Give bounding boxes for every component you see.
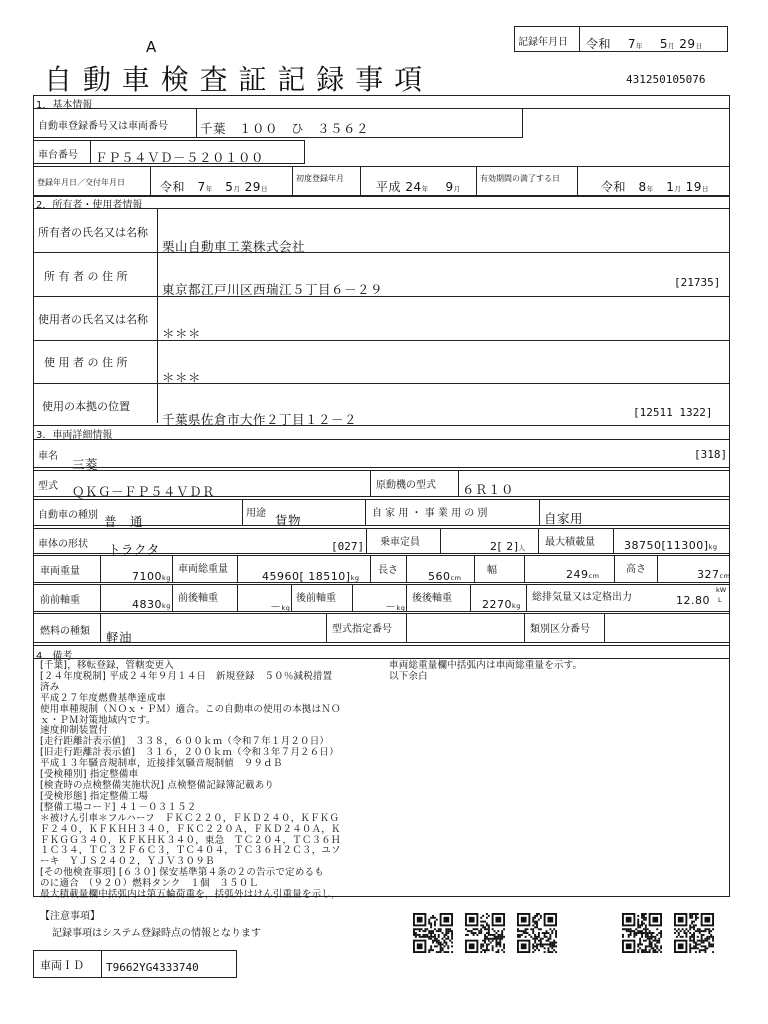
kind-label: 自動車の種別: [38, 510, 98, 521]
rf-axle-value: －kg: [385, 600, 406, 613]
length-label: 長さ: [378, 565, 398, 576]
first-reg-value: 平成 24年 9月: [376, 180, 461, 194]
private-label: 自 家 用 ・ 事 業 用 の 別: [372, 508, 488, 519]
record-date-label: 記録年月日: [518, 37, 568, 48]
height-value: 327cm: [697, 568, 731, 581]
max-load-label: 最大積載量: [545, 537, 595, 548]
user-name-value: ＊＊＊: [162, 326, 202, 341]
user-address-value: ＊＊＊: [162, 370, 202, 385]
expiry-value: 令和 8年 1月 19日: [601, 180, 709, 194]
reg-date-value: 令和 7年 5月 29日: [160, 180, 268, 194]
displacement-unit-l: L: [718, 596, 722, 604]
section-basic-heading: 1．基本情報: [36, 100, 93, 111]
gross-weight-label: 車両総重量: [178, 564, 228, 575]
weight-value: 7100kg: [132, 570, 171, 583]
user-address-label: 使 用 者 の 住 所: [44, 356, 128, 369]
class-no-label: 類別区分番号: [530, 624, 590, 635]
owner-address-code: [21735]: [674, 276, 721, 289]
section-vehicle-heading: 3．車両詳細情報: [36, 430, 113, 441]
section-remarks-heading: 4．備考: [36, 651, 73, 662]
record-date-value: 令和 7年 5月 29日: [586, 37, 703, 51]
rf-axle-label: 後前軸重: [296, 593, 336, 604]
length-value: 560cm: [428, 570, 462, 583]
remarks-left: [千葉]，移転登録，管轄変更入 [２４年度税制] 平成２４年９月１４日 新規登録 ５０％減税措置 済み 平成２７年度燃費基準達成車 使用車種規制（ＮＯｘ・ＰＭ）適合。この自動車の使用の本拠はＮＯ ｘ・ＰＭ対策地域内です。 速度抑制装置付 [走行距離計表示値] ３３８，６００ｋｍ（令和７年１月２０日） [旧走行距離計表示値] ３１６，２００ｋｍ（令和３年７月２６日） 平成１３年騒音規制車，近接排気騒音規制値 ９９ｄＢ [受検種別] 指定整備車 [検査時の点検整備実施状況] 点検整備記録簿記載あり [受検形態] 指定整備工場 [整備工場コード] ４１－０３１５２ ＊被けん引車＊フルハーフ ＦＫＣ２２０，ＦＫＤ２４０，ＫＦＫＧ Ｆ２４０，ＫＦＫＨＨ３４０，ＦＫＣ２２０Ａ，ＦＫＤ２４０Ａ，Ｋ ＦＫＧＧ３４０，ＫＦＫＨＫ３４０，東急 ＴＣ２０４，ＴＣ３６Ｈ １Ｃ３４，ＴＣ３２Ｆ６Ｃ３，ＴＣ４０４，ＴＣ３６Ｈ２Ｃ３，ユソ ーキ ＹＪＳ２４０２，ＹＪＶ３０９Ｂ [その他検査事項] [６３０] 保安基準第４条の２の告示で定めるも のに適合 （９２０）燃料タンク １個 ３５０Ｌ 最大積載量欄中括弧内は第五輪荷重を，括弧外はけん引重量を示し，: [40, 660, 341, 901]
qr-code-2: [465, 913, 505, 953]
chassis-value: ＦＰ５４ＶＤ－５２０１００: [95, 150, 265, 165]
owner-address-label: 所 有 者 の 住 所: [44, 270, 128, 283]
vehicle-id-value: T9662YG4333740: [106, 961, 199, 974]
engine-value: ６Ｒ１０: [462, 482, 515, 497]
section-owner-heading: 2．所有者・使用者情報: [36, 200, 143, 211]
document-title: 自 動 車 検 査 証 記 録 事 項: [44, 63, 424, 96]
expiry-label: 有効期間の満了する日: [480, 174, 560, 183]
body-shape-value: トラクタ: [108, 542, 160, 557]
remarks-right: 車両総重量欄中括弧内は車両総重量を示す。 以下余白: [389, 660, 583, 682]
private-value: 自家用: [544, 511, 584, 526]
displacement-unit-kw: kW: [716, 586, 727, 594]
notice-text: 記録事項はシステム登録時点の情報となります: [52, 928, 261, 939]
qr-code-4: [622, 913, 662, 953]
displacement-label: 総排気量又は定格出力: [532, 592, 632, 603]
base-location-value: 千葉県佐倉市大作２丁目１２－２: [162, 412, 358, 427]
vehicle-id-label: 車両ＩＤ: [40, 959, 84, 972]
reg-date-label: 登録年月日／交付年月日: [37, 178, 125, 187]
kind-value: 普 通: [104, 514, 144, 529]
fr-axle-label: 前後軸重: [178, 593, 218, 604]
base-location-label: 使用の本拠の位置: [42, 400, 130, 413]
body-shape-code: [027]: [331, 540, 365, 553]
fuel-value: 軽油: [106, 630, 133, 645]
qr-code-1: [413, 913, 453, 953]
max-load-value: 38750[11300]kg: [624, 539, 718, 552]
fuel-label: 燃料の種類: [40, 626, 90, 637]
qr-code-3: [517, 913, 557, 953]
reg-number-label: 自動車登録番号又は車両番号: [38, 121, 168, 132]
fr-axle-value: －kg: [270, 600, 291, 613]
reg-number-value: 千葉 １００ ひ ３５６２: [200, 121, 370, 136]
rr-axle-label: 後後軸重: [412, 593, 452, 604]
first-reg-label: 初度登録年月: [296, 174, 344, 183]
width-label: 幅: [487, 565, 497, 576]
owner-address-value: 東京都江戸川区西瑞江５丁目６－２９: [162, 282, 384, 297]
maker-code: [318]: [694, 448, 728, 461]
document-number: 431250105076: [626, 73, 706, 86]
owner-name-label: 所有者の氏名又は名称: [38, 226, 148, 239]
rr-axle-value: 2270kg: [482, 598, 521, 611]
use-value: 貨物: [275, 513, 302, 528]
type-no-label: 型式指定番号: [332, 624, 392, 635]
engine-label: 原動機の型式: [376, 480, 436, 491]
capacity-label: 乗車定員: [380, 537, 420, 548]
base-location-code: [12511 1322]: [633, 406, 713, 419]
ff-axle-label: 前前軸重: [40, 595, 80, 606]
qr-code-5: [674, 913, 714, 953]
width-value: 249cm: [566, 568, 600, 581]
notice-heading: 【注意事項】: [40, 911, 100, 922]
maker-label: 車名: [38, 451, 58, 462]
capacity-value: 2[ 2]人: [490, 540, 526, 553]
body-shape-label: 車体の形状: [38, 539, 88, 550]
gross-weight-value: 45960[ 18510]kg: [262, 570, 360, 583]
use-label: 用途: [246, 508, 266, 519]
height-label: 高さ: [626, 564, 646, 575]
model-label: 型式: [38, 481, 58, 492]
user-name-label: 使用者の氏名又は名称: [38, 313, 148, 326]
maker-value: 三菱: [72, 457, 99, 472]
form-mark: A: [146, 38, 157, 56]
model-value: ＱＫＧ－ＦＰ５４ＶＤＲ: [72, 484, 216, 499]
ff-axle-value: 4830kg: [132, 598, 171, 611]
chassis-label: 車台番号: [38, 150, 78, 161]
weight-label: 車両重量: [40, 566, 80, 577]
owner-name-value: 栗山自動車工業株式会社: [162, 239, 306, 254]
displacement-value: 12.80: [676, 594, 710, 607]
